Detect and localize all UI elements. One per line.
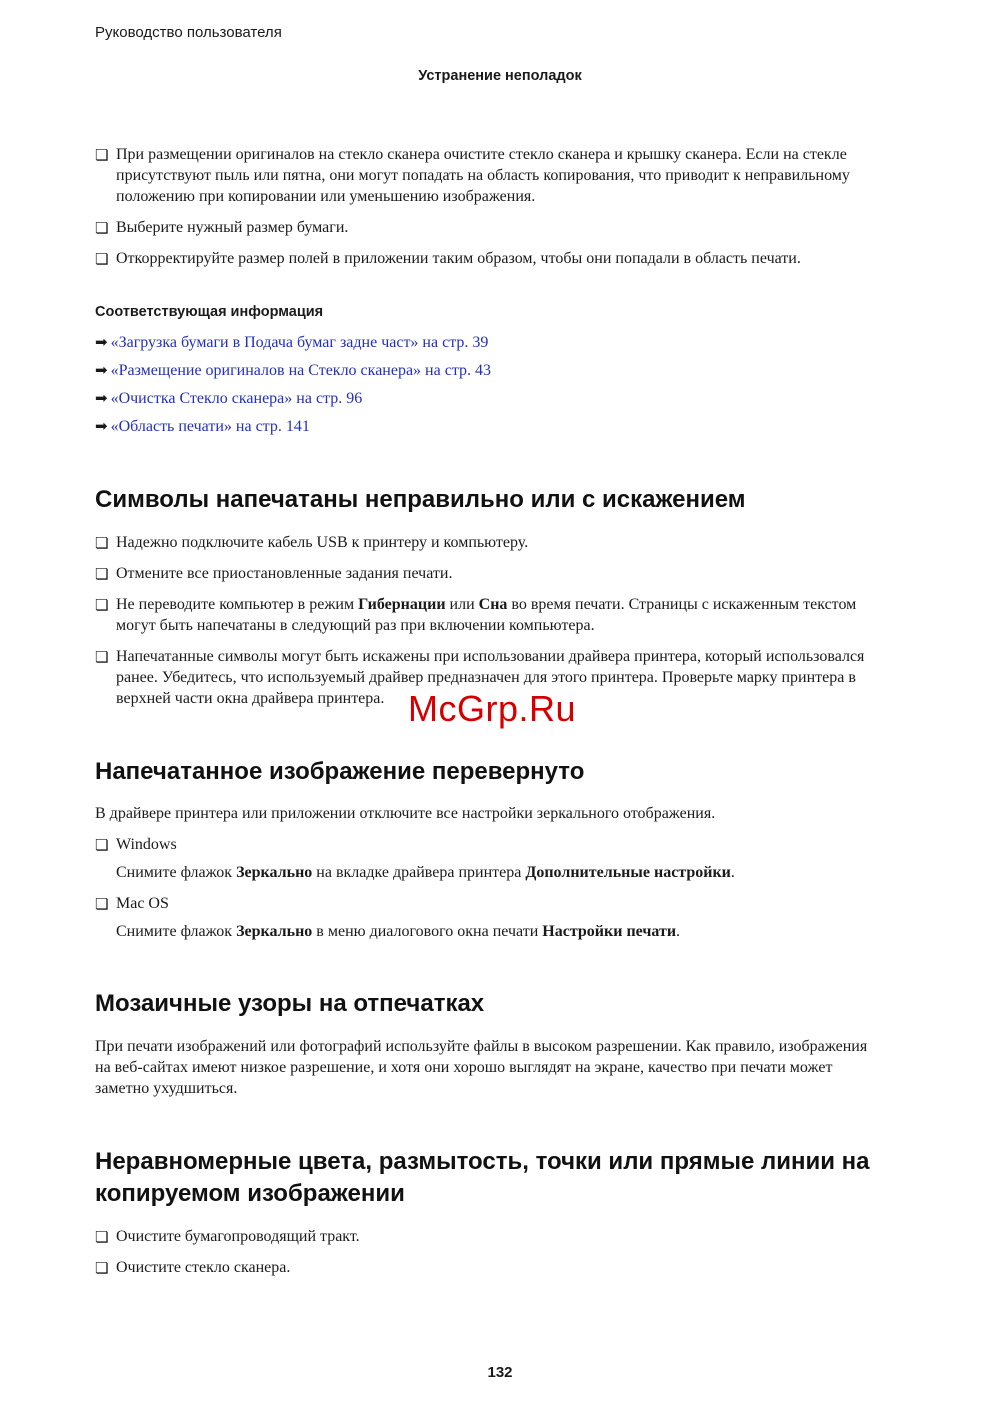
list-item: ❏ Выберите нужный размер бумаги. bbox=[95, 219, 349, 237]
arrow-right-icon: ➡ bbox=[95, 333, 108, 351]
section-header: Устранение неполадок bbox=[418, 68, 582, 84]
related-link-row[interactable] bbox=[95, 388, 362, 409]
list-item-mac-os: ❏ Mac OS bbox=[95, 895, 169, 913]
list-item: ❏ При размещении оригиналов на стекло сканера очистите стекло сканера и крышку сканера. Если на стекле присутствуют пыль или пятна, они могут попадать на область копирования, что приводит к неправильному положению при копировании или уменьшению изображения. bbox=[95, 146, 850, 205]
section-title: Неравномерные цвета, размытость, точки или прямые линии на копируемом изображении bbox=[95, 1148, 870, 1207]
related-link[interactable]: «Очистка Стекло сканера» на стр. 96 bbox=[110, 390, 363, 407]
checkbox-icon: ❏ bbox=[95, 596, 109, 614]
checkbox-icon: ❏ bbox=[95, 146, 109, 164]
arrow-right-icon: ➡ bbox=[95, 389, 108, 407]
list-item: ❏ Надежно подключите кабель USB к принтеру и компьютеру. bbox=[95, 534, 529, 552]
list-item-windows: ❏ Windows bbox=[95, 836, 177, 854]
windows-instruction: Снимите флажок Зеркально на вкладке драйвера принтера Дополнительные настройки. bbox=[116, 864, 735, 881]
checkbox-icon: ❏ bbox=[95, 250, 109, 268]
related-link[interactable]: «Загрузка бумаги в Подача бумаг задне част» на стр. 39 bbox=[110, 334, 489, 351]
list-item: ❏ Откорректируйте размер полей в приложении таким образом, чтобы они попадали в область печати. bbox=[95, 250, 801, 268]
checkbox-icon: ❏ bbox=[95, 895, 109, 913]
list-item: ❏ Не переводите компьютер в режим Гибернации или Сна во время печати. Страницы с искаженным текстом могут быть напечатаны в следующий раз при включении компьютера. bbox=[95, 596, 857, 634]
checkbox-icon: ❏ bbox=[95, 565, 109, 583]
section-title: Мозаичные узоры на отпечатках bbox=[95, 990, 485, 1017]
related-link[interactable]: «Область печати» на стр. 141 bbox=[110, 418, 310, 435]
related-link-row[interactable] bbox=[95, 360, 491, 381]
paragraph: В драйвере принтера или приложении отключите все настройки зеркального отображения. bbox=[95, 805, 716, 822]
checkbox-icon: ❏ bbox=[95, 1259, 109, 1277]
checkbox-icon: ❏ bbox=[95, 1228, 109, 1246]
list-item: ❏ Очистите бумагопроводящий тракт. bbox=[95, 1228, 360, 1246]
related-info-heading: Соответствующая информация bbox=[95, 304, 324, 320]
watermark: McGrp.Ru bbox=[408, 688, 577, 729]
paragraph: При печати изображений или фотографий используйте файлы в высоком разрешении. Как правило, изображения на веб-сайтах имеют низкое разрешение, и хотя они хорошо выглядят на экране, качество при печати может заметно ухудшиться. bbox=[95, 1038, 868, 1097]
document-title: Руководство пользователя bbox=[95, 24, 282, 41]
section-title: Напечатанное изображение перевернуто bbox=[95, 758, 585, 785]
list-item: ❏ Напечатанные символы могут быть искажены при использовании драйвера принтера, который использовался ранее. Убедитесь, что используемый драйвер предназначен для этого принтера. Проверьте марку принтера в верхней части окна драйвера принтера. bbox=[95, 648, 865, 707]
checkbox-icon: ❏ bbox=[95, 836, 109, 854]
checkbox-icon: ❏ bbox=[95, 648, 109, 666]
page-number: 132 bbox=[487, 1364, 513, 1381]
related-link-row[interactable] bbox=[95, 416, 310, 437]
checkbox-icon: ❏ bbox=[95, 219, 109, 237]
list-item: ❏ Отмените все приостановленные задания печати. bbox=[95, 565, 453, 583]
arrow-right-icon: ➡ bbox=[95, 361, 108, 379]
mac-instruction: Снимите флажок Зеркально в меню диалогового окна печати Настройки печати. bbox=[116, 923, 681, 940]
section-title: Символы напечатаны неправильно или с искажением bbox=[95, 486, 746, 513]
list-item: ❏ Очистите стекло сканера. bbox=[95, 1259, 291, 1277]
arrow-right-icon: ➡ bbox=[95, 417, 108, 435]
related-link-row[interactable] bbox=[95, 332, 488, 353]
checkbox-icon: ❏ bbox=[95, 534, 109, 552]
related-link[interactable]: «Размещение оригиналов на Стекло сканера» на стр. 43 bbox=[110, 362, 492, 379]
